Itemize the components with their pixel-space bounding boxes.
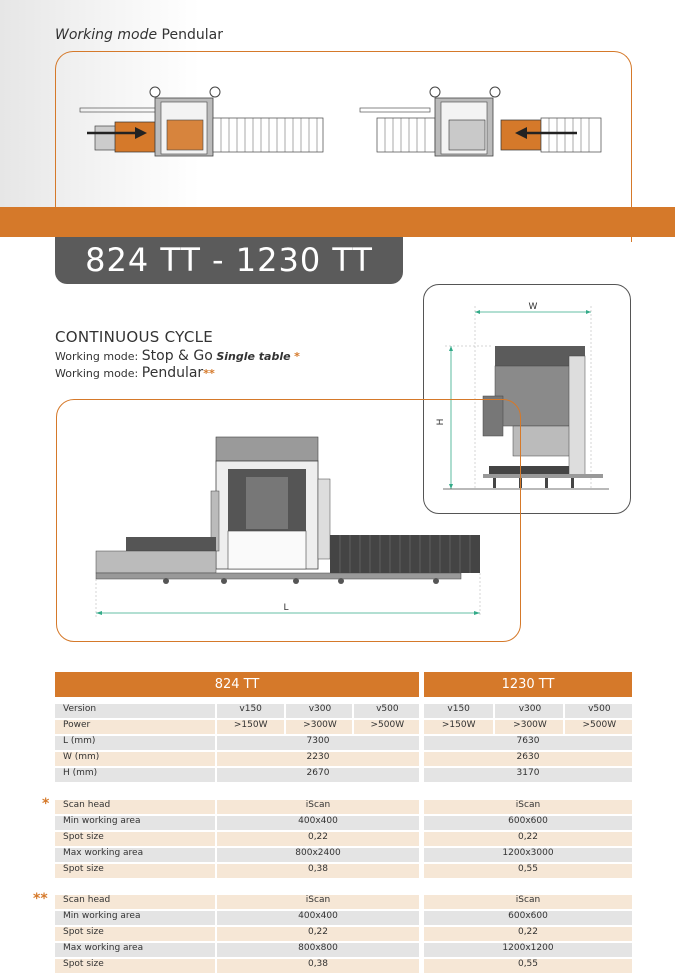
table-row-label: Spot size bbox=[63, 864, 104, 874]
table-cell: 0,55 bbox=[517, 864, 539, 874]
table-cell: iScan bbox=[515, 800, 541, 810]
working-mode-value: Pendular bbox=[161, 27, 223, 43]
table-row-label: Scan head bbox=[63, 895, 111, 905]
working-mode-line-2 bbox=[55, 365, 215, 381]
height-label: H bbox=[436, 418, 446, 426]
mode-line-1-prefix: Working mode: bbox=[55, 350, 139, 363]
table-cell: 0,22 bbox=[517, 927, 539, 937]
model-title: 824 TT - 1230 TT bbox=[55, 237, 403, 284]
table-row-label: Scan head bbox=[63, 800, 111, 810]
table-cell: 2670 bbox=[306, 768, 330, 778]
table-cell: 2230 bbox=[306, 752, 330, 762]
table-row-label: Max working area bbox=[63, 848, 144, 858]
table-cell: >300W bbox=[493, 720, 564, 734]
table-cell: 400x400 bbox=[298, 911, 338, 921]
table-row-label: Min working area bbox=[63, 911, 141, 921]
section2-star: ** bbox=[33, 891, 48, 907]
table-cell: v300 bbox=[284, 704, 353, 718]
table-cell: >300W bbox=[284, 720, 353, 734]
table-cell: 3170 bbox=[516, 768, 540, 778]
pendular-diagram bbox=[75, 80, 615, 175]
pendular-machine-left bbox=[80, 87, 323, 156]
working-mode-heading bbox=[55, 27, 223, 43]
orange-band bbox=[0, 207, 675, 237]
working-mode-label: Working mode bbox=[55, 27, 158, 43]
table-row-label: Spot size bbox=[63, 832, 104, 842]
table-cell: v150 bbox=[447, 704, 470, 714]
table-cell: >500W bbox=[563, 720, 634, 734]
mode-line-1-value: Stop & Go bbox=[141, 348, 213, 364]
table-row-label: Min working area bbox=[63, 816, 141, 826]
table-cell: >500W bbox=[352, 720, 421, 734]
table-cell: 0,38 bbox=[307, 959, 329, 969]
working-mode-line-1 bbox=[55, 348, 300, 364]
table-row-label: Spot size bbox=[63, 959, 104, 969]
table-cell: >150W bbox=[233, 720, 268, 730]
length-label: L bbox=[283, 603, 289, 613]
mode-line-2-prefix: Working mode: bbox=[55, 367, 139, 380]
section1-star: * bbox=[42, 796, 50, 812]
table-row-label: Version bbox=[63, 704, 97, 714]
table-cell: 0,38 bbox=[307, 864, 329, 874]
width-label: W bbox=[528, 302, 538, 312]
table-row-label: W (mm) bbox=[63, 752, 100, 762]
table-cell: iScan bbox=[515, 895, 541, 905]
table-row-label: Max working area bbox=[63, 943, 144, 953]
table-cell: 600x600 bbox=[508, 911, 548, 921]
table-row-label: H (mm) bbox=[63, 768, 98, 778]
table-header-group2 bbox=[424, 672, 632, 697]
table-cell: 7630 bbox=[516, 736, 540, 746]
table-row-label: L (mm) bbox=[63, 736, 96, 746]
table-cell: 7300 bbox=[306, 736, 330, 746]
table-cell: 800x2400 bbox=[295, 848, 341, 858]
table-cell: iScan bbox=[305, 800, 331, 810]
table-row-label: Power bbox=[63, 720, 91, 730]
table-row-label: Spot size bbox=[63, 927, 104, 937]
table-cell: v300 bbox=[493, 704, 564, 718]
table-cell: 1200x1200 bbox=[502, 943, 554, 953]
table-cell: 2630 bbox=[516, 752, 540, 762]
table-cell: 600x600 bbox=[508, 816, 548, 826]
table-cell: 0,22 bbox=[517, 832, 539, 842]
table-header-group1 bbox=[55, 672, 419, 697]
table-cell: >150W bbox=[441, 720, 476, 730]
table-cell: 0,22 bbox=[307, 927, 329, 937]
table-cell: 0,55 bbox=[517, 959, 539, 969]
table-cell: 800x800 bbox=[298, 943, 338, 953]
group1-title: 824 TT bbox=[214, 677, 260, 692]
table-cell: 0,22 bbox=[307, 832, 329, 842]
pendular-machine-right bbox=[360, 87, 601, 156]
mode-line-1-star: * bbox=[294, 350, 300, 363]
table-cell: 400x400 bbox=[298, 816, 338, 826]
table-cell: v150 bbox=[239, 704, 262, 714]
table-cell: v500 bbox=[563, 704, 634, 718]
group2-title: 1230 TT bbox=[501, 677, 555, 692]
table-cell: v500 bbox=[352, 704, 421, 718]
mode-line-1-italic: Single table bbox=[216, 350, 291, 363]
machine-drawing bbox=[56, 399, 519, 640]
table-cell: iScan bbox=[305, 895, 331, 905]
mode-line-2-value: Pendular bbox=[141, 365, 204, 381]
continuous-cycle-title: CONTINUOUS CYCLE bbox=[55, 328, 214, 346]
mode-line-2-star: ** bbox=[203, 367, 215, 380]
table-cell: 1200x3000 bbox=[502, 848, 554, 858]
